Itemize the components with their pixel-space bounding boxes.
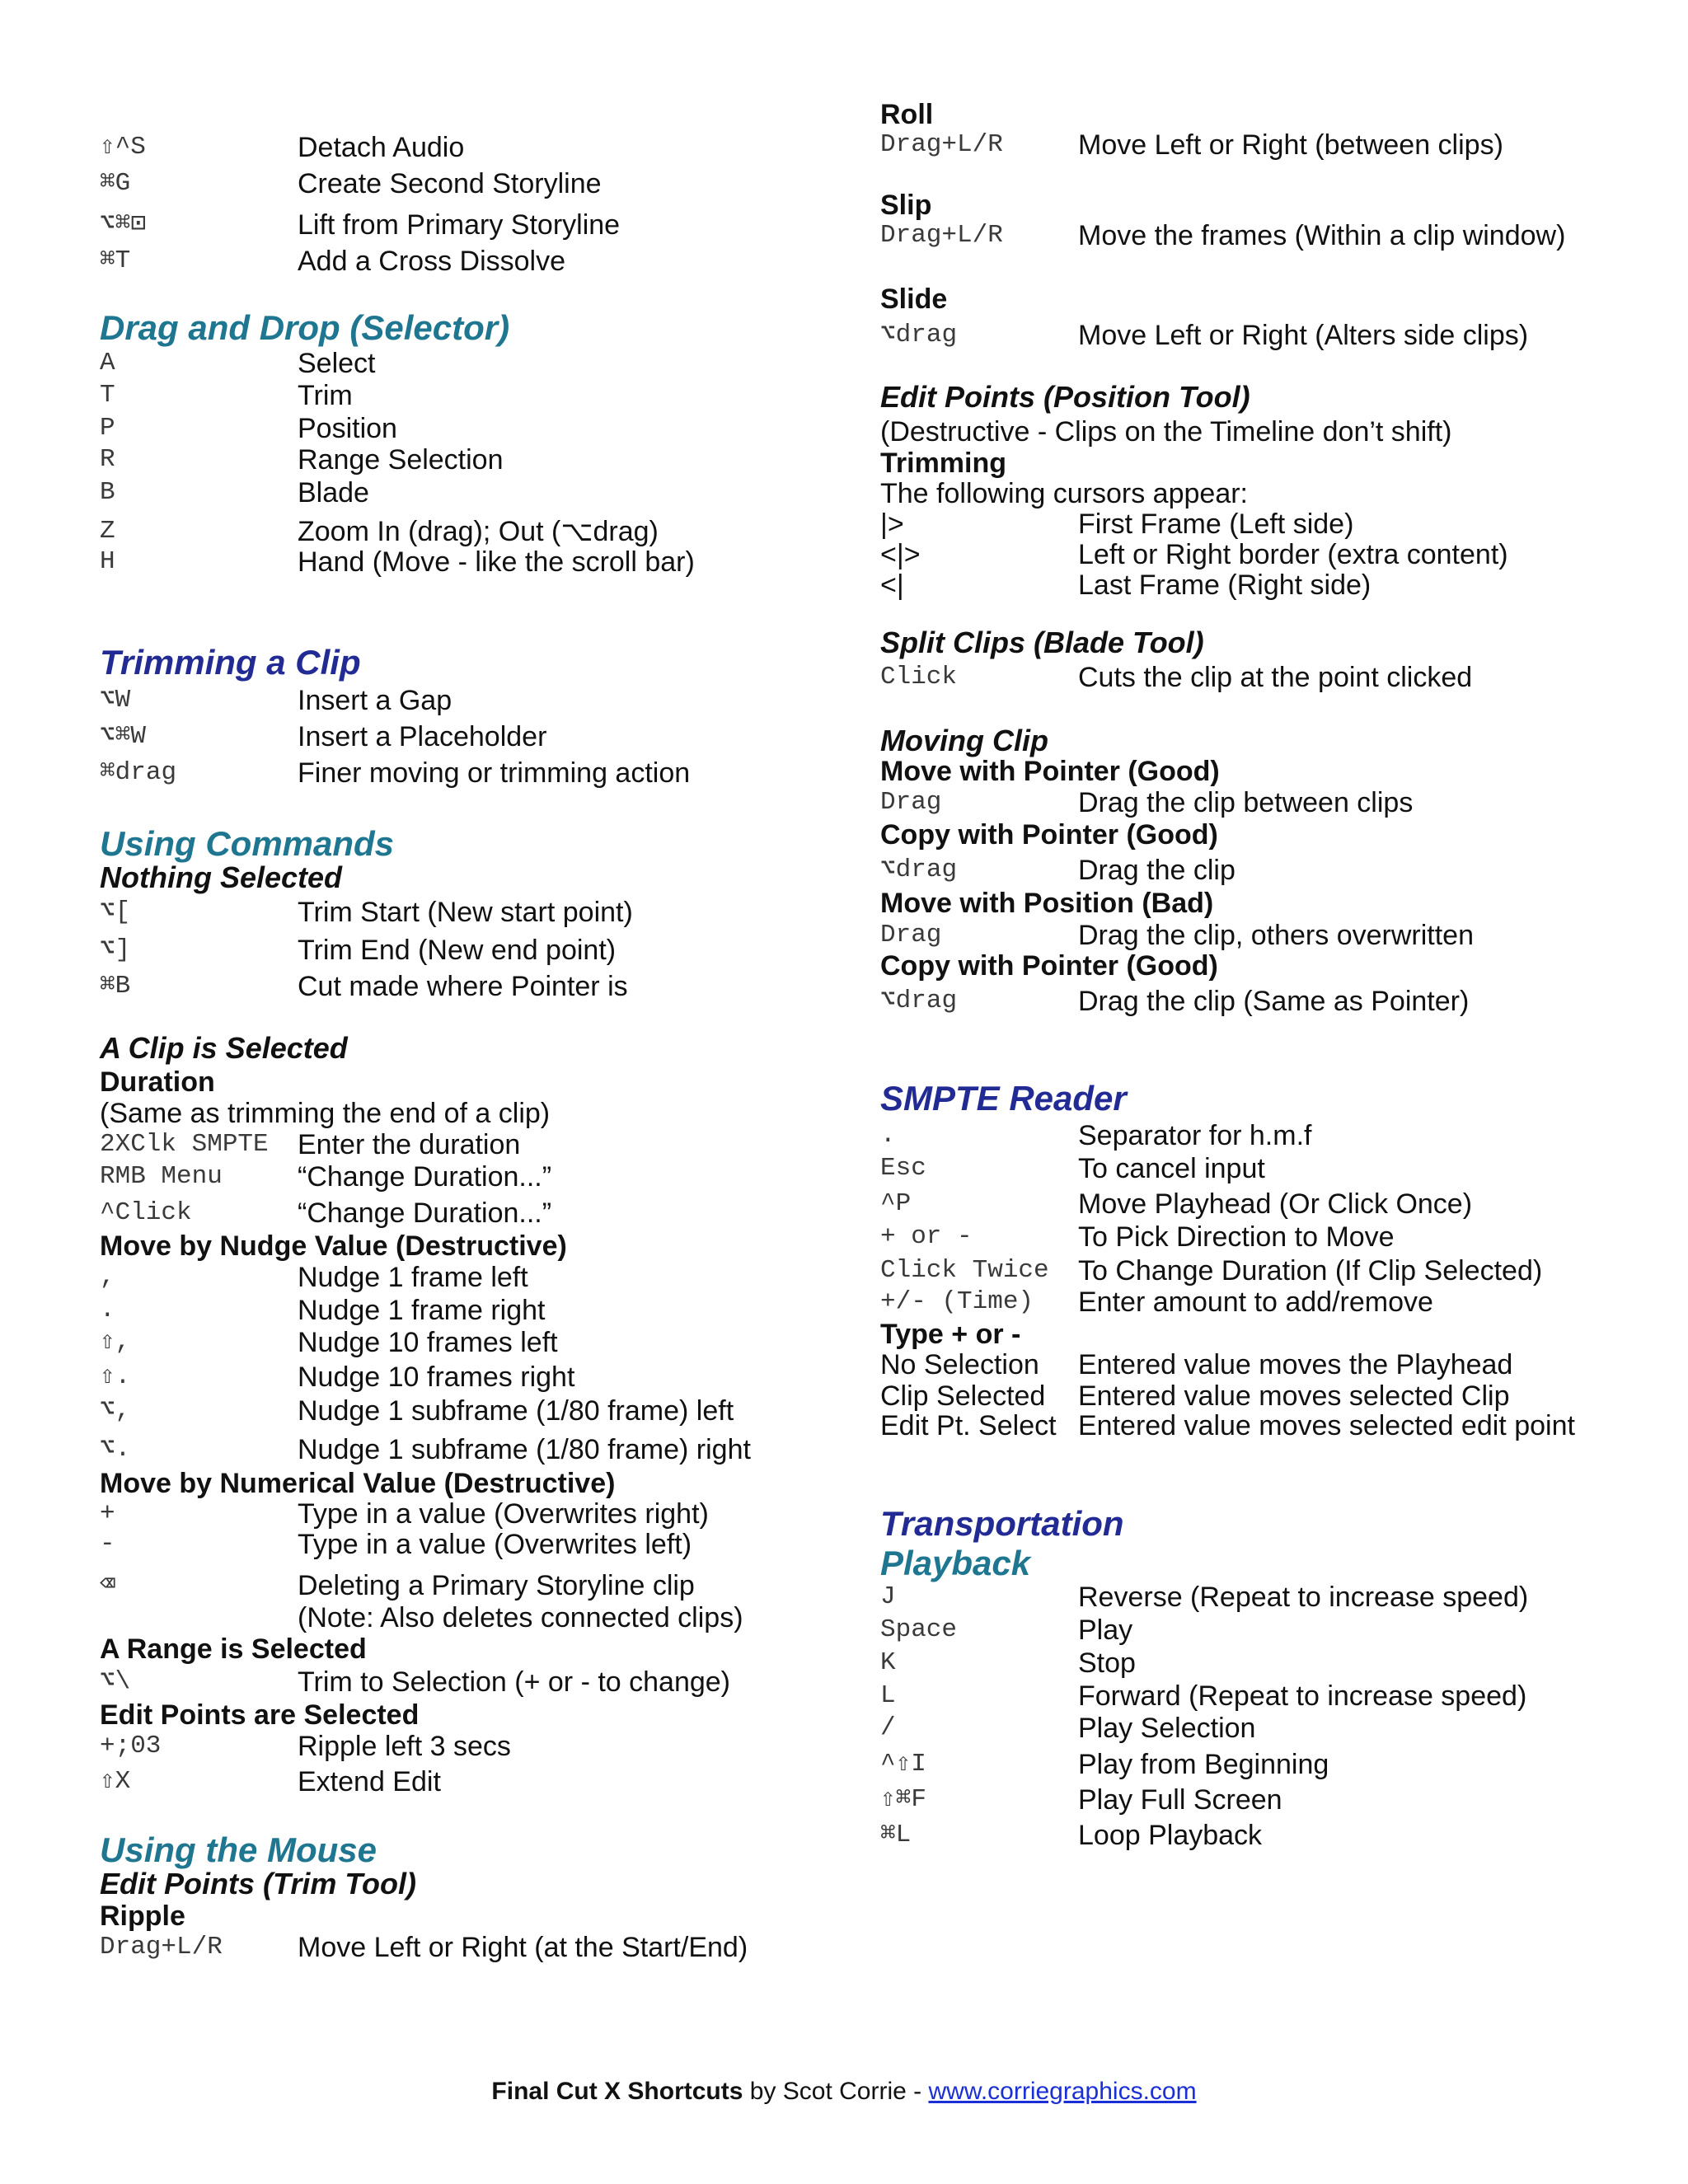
cursor-desc: Left or Right border (extra content): [1078, 539, 1508, 570]
shortcut-desc: To Change Duration (If Clip Selected): [1078, 1255, 1543, 1286]
shortcut-key: ^⇧I: [880, 1750, 926, 1779]
shortcut-key: +;03: [100, 1732, 162, 1760]
shortcut-key: Drag+L/R: [880, 221, 1003, 250]
shortcut-key: ⌥drag: [880, 321, 958, 349]
shortcut-desc: Move Left or Right (Alters side clips): [1078, 320, 1529, 351]
shortcut-key: ⌥W: [100, 686, 131, 715]
cursors-text: The following cursors appear:: [880, 478, 1249, 509]
moving-group-label: Copy with Pointer (Good): [880, 950, 1218, 982]
shortcut-desc: Select: [298, 348, 376, 379]
shortcut-key: ⌥\: [100, 1667, 131, 1696]
shortcut-key: ⌘drag: [100, 758, 177, 787]
cursor-symbol: <|: [880, 569, 904, 601]
shortcut-desc: Trim End (New end point): [298, 935, 617, 966]
shortcut-desc: Blade: [298, 477, 369, 509]
footer: [0, 2075, 1688, 2108]
shortcut-key: Drag: [880, 921, 942, 949]
shortcut-desc: Deleting a Primary Storyline clip: [298, 1570, 695, 1601]
shortcut-desc: Position: [298, 413, 397, 444]
subheading-nudge: Move by Nudge Value (Destructive): [100, 1230, 567, 1262]
delete-key-icon: ⌫: [100, 1571, 115, 1600]
shortcut-key: ⌥]: [100, 935, 131, 964]
shortcut-desc: Add a Cross Dissolve: [298, 246, 566, 277]
shortcut-desc: Move Left or Right (between clips): [1078, 129, 1503, 161]
shortcut-key: No Selection: [880, 1349, 1039, 1380]
shortcut-desc: Play: [1078, 1615, 1133, 1646]
shortcut-key: Space: [880, 1615, 958, 1644]
shortcut-key: Drag+L/R: [100, 1933, 223, 1961]
shortcut-desc: Play from Beginning: [1078, 1749, 1329, 1780]
shortcut-key: Clip Selected: [880, 1380, 1046, 1412]
subheading-range: A Range is Selected: [100, 1633, 367, 1665]
shortcut-desc: Enter amount to add/remove: [1078, 1286, 1433, 1318]
moving-group-label: Move with Position (Bad): [880, 888, 1214, 919]
subheading-ripple: Ripple: [100, 1900, 185, 1932]
shortcut-desc: “Change Duration...”: [298, 1197, 552, 1229]
shortcut-desc: Insert a Gap: [298, 685, 452, 716]
cursor-symbol: |>: [880, 509, 904, 540]
shortcut-desc: Nudge 1 frame left: [298, 1262, 528, 1293]
shortcut-key: ⌘B: [100, 972, 131, 1001]
shortcut-desc: Finer moving or trimming action: [298, 757, 691, 789]
shortcut-key: A: [100, 349, 115, 377]
shortcut-desc: Detach Audio: [298, 132, 465, 163]
moving-group-label: Move with Pointer (Good): [880, 756, 1220, 787]
shortcut-desc: Move Playhead (Or Click Once): [1078, 1188, 1473, 1220]
shortcut-desc: Zoom In (drag); Out (⌥drag): [298, 516, 659, 547]
shortcut-key: ⌘G: [100, 169, 131, 198]
shortcut-key: L: [880, 1681, 896, 1710]
shortcut-key: ⇧⌘F: [880, 1785, 926, 1814]
position-tool-note: (Destructive - Clips on the Timeline don’t shift): [880, 416, 1452, 448]
shortcut-key: ⌘L: [880, 1821, 912, 1849]
shortcut-desc: Entered value moves the Playhead: [1078, 1349, 1513, 1380]
shortcut-key: ,: [100, 1263, 115, 1291]
shortcut-desc: Separator for h.m.f: [1078, 1120, 1312, 1151]
shortcut-desc: Move the frames (Within a clip window): [1078, 220, 1566, 251]
shortcut-key: B: [100, 478, 115, 507]
shortcut-key: Esc: [880, 1154, 926, 1183]
subheading-numerical: Move by Numerical Value (Destructive): [100, 1468, 616, 1499]
shortcut-desc: Drag the clip, others overwritten: [1078, 920, 1474, 951]
footer-byline: by Scot Corrie -: [743, 2078, 929, 2105]
subheading-trimming: Trimming: [880, 448, 1007, 479]
subheading-clip-selected: A Clip is Selected: [100, 1031, 348, 1065]
shortcut-key: ⌥,: [100, 1396, 131, 1425]
shortcut-desc: Nudge 1 subframe (1/80 frame) right: [298, 1434, 751, 1465]
shortcut-key: H: [100, 547, 115, 576]
shortcut-desc: Ripple left 3 secs: [298, 1731, 511, 1762]
shortcut-key: T: [100, 381, 115, 410]
shortcut-key: .: [100, 1296, 115, 1324]
shortcut-key: K: [880, 1648, 896, 1677]
section-title-commands: Using Commands: [100, 824, 395, 863]
shortcut-key: RMB Menu: [100, 1162, 223, 1191]
subheading-slide: Slide: [880, 284, 948, 315]
shortcut-desc: Nudge 1 subframe (1/80 frame) left: [298, 1395, 734, 1427]
subheading-slip: Slip: [880, 190, 932, 221]
shortcut-key: ⌥drag: [880, 987, 958, 1015]
subheading-position-tool: Edit Points (Position Tool): [880, 380, 1250, 414]
shortcut-key: Click Twice: [880, 1256, 1049, 1285]
section-title-trimming: Trimming a Clip: [100, 643, 361, 682]
shortcut-key: +: [100, 1499, 115, 1528]
shortcut-key: ⇧.: [100, 1362, 131, 1391]
moving-group-label: Copy with Pointer (Good): [880, 819, 1218, 851]
shortcut-key: ⌥[: [100, 898, 131, 926]
shortcut-desc: Trim: [298, 380, 353, 411]
shortcut-key: Edit Pt. Select: [880, 1410, 1057, 1441]
subheading-nothing-selected: Nothing Selected: [100, 860, 343, 894]
section-title-smpte: SMPTE Reader: [880, 1079, 1127, 1118]
shortcut-note: (Note: Also deletes connected clips): [298, 1602, 743, 1633]
shortcut-key: P: [100, 414, 115, 443]
subheading-split-clips: Split Clips (Blade Tool): [880, 626, 1204, 659]
shortcut-desc: Hand (Move - like the scroll bar): [298, 546, 695, 578]
shortcut-desc: Drag the clip (Same as Pointer): [1078, 986, 1470, 1017]
shortcut-desc: Insert a Placeholder: [298, 721, 547, 752]
shortcut-desc: Nudge 1 frame right: [298, 1295, 546, 1326]
shortcut-key: ⌥.: [100, 1435, 131, 1464]
shortcut-key: ⌥⌘⊡: [100, 210, 146, 239]
shortcut-key: Drag: [880, 788, 942, 817]
shortcut-desc: Move Left or Right (at the Start/End): [298, 1932, 748, 1963]
subheading-type-plus-minus: Type + or -: [880, 1319, 1021, 1350]
shortcut-desc: Reverse (Repeat to increase speed): [1078, 1582, 1529, 1613]
subheading-moving-clip: Moving Clip: [880, 724, 1048, 757]
shortcut-key: .: [880, 1121, 896, 1150]
shortcut-desc: Type in a value (Overwrites right): [298, 1498, 709, 1530]
subheading-playback: Playback: [880, 1544, 1031, 1582]
cursor-desc: First Frame (Left side): [1078, 509, 1354, 540]
shortcut-key: ⇧,: [100, 1328, 131, 1357]
duration-note: (Same as trimming the end of a clip): [100, 1098, 551, 1129]
shortcut-key: Drag+L/R: [880, 130, 1003, 159]
shortcut-key: /: [880, 1713, 896, 1742]
shortcut-desc: Lift from Primary Storyline: [298, 209, 621, 241]
subheading-edit-points: Edit Points are Selected: [100, 1699, 420, 1731]
shortcut-key: ⌥drag: [880, 855, 958, 884]
shortcut-key: ⌥⌘W: [100, 722, 146, 751]
shortcut-key: 2XClk SMPTE: [100, 1130, 269, 1159]
shortcut-key: R: [100, 445, 115, 474]
shortcut-key: Click: [880, 663, 958, 691]
shortcut-desc: Entered value moves selected Clip: [1078, 1380, 1510, 1412]
shortcut-key: ^Click: [100, 1198, 192, 1227]
shortcut-desc: Cuts the clip at the point clicked: [1078, 662, 1473, 693]
shortcut-key: J: [880, 1582, 896, 1611]
subheading-roll: Roll: [880, 99, 934, 130]
shortcut-key: ⌘T: [100, 246, 131, 275]
section-title-mouse: Using the Mouse: [100, 1830, 377, 1869]
shortcut-desc: Play Full Screen: [1078, 1784, 1282, 1816]
shortcut-key: + or -: [880, 1222, 973, 1251]
shortcut-desc: Nudge 10 frames right: [298, 1361, 575, 1393]
shortcut-desc: Play Selection: [1078, 1713, 1256, 1744]
shortcut-desc: Trim to Selection (+ or - to change): [298, 1666, 731, 1698]
shortcut-desc: Drag the clip: [1078, 855, 1236, 886]
shortcut-key: ⇧X: [100, 1767, 131, 1796]
subheading-duration: Duration: [100, 1066, 215, 1098]
shortcut-desc: Drag the clip between clips: [1078, 787, 1414, 818]
shortcut-desc: Enter the duration: [298, 1129, 521, 1160]
shortcut-desc: Forward (Repeat to increase speed): [1078, 1680, 1527, 1712]
footer-title: Final Cut X Shortcuts: [491, 2078, 743, 2105]
shortcut-desc: Nudge 10 frames left: [298, 1327, 558, 1358]
shortcut-key: Z: [100, 517, 115, 546]
shortcut-desc: To cancel input: [1078, 1153, 1265, 1184]
shortcut-desc: Type in a value (Overwrites left): [298, 1529, 692, 1560]
cursor-desc: Last Frame (Right side): [1078, 569, 1372, 601]
shortcut-desc: “Change Duration...”: [298, 1161, 552, 1193]
section-title-drag-drop: Drag and Drop (Selector): [100, 308, 510, 347]
shortcut-desc: Extend Edit: [298, 1766, 441, 1797]
section-title-transportation: Transportation: [880, 1504, 1124, 1543]
shortcut-desc: Cut made where Pointer is: [298, 971, 628, 1002]
shortcut-desc: Range Selection: [298, 444, 504, 476]
shortcut-key: ^P: [880, 1189, 912, 1218]
shortcut-desc: Stop: [1078, 1647, 1136, 1679]
shortcut-key: -: [100, 1530, 115, 1558]
shortcut-desc: Create Second Storyline: [298, 168, 602, 199]
shortcut-desc: Entered value moves selected edit point: [1078, 1410, 1575, 1441]
shortcut-key: ⇧^S: [100, 133, 146, 162]
shortcut-desc: Trim Start (New start point): [298, 897, 633, 928]
footer-link[interactable]: www.corriegraphics.com: [928, 2078, 1197, 2105]
shortcut-key: +/- (Time): [880, 1287, 1034, 1316]
cursor-symbol: <|>: [880, 539, 921, 570]
shortcut-desc: To Pick Direction to Move: [1078, 1221, 1395, 1253]
subheading-trim-tool: Edit Points (Trim Tool): [100, 1867, 416, 1900]
shortcut-desc: Loop Playback: [1078, 1820, 1263, 1851]
